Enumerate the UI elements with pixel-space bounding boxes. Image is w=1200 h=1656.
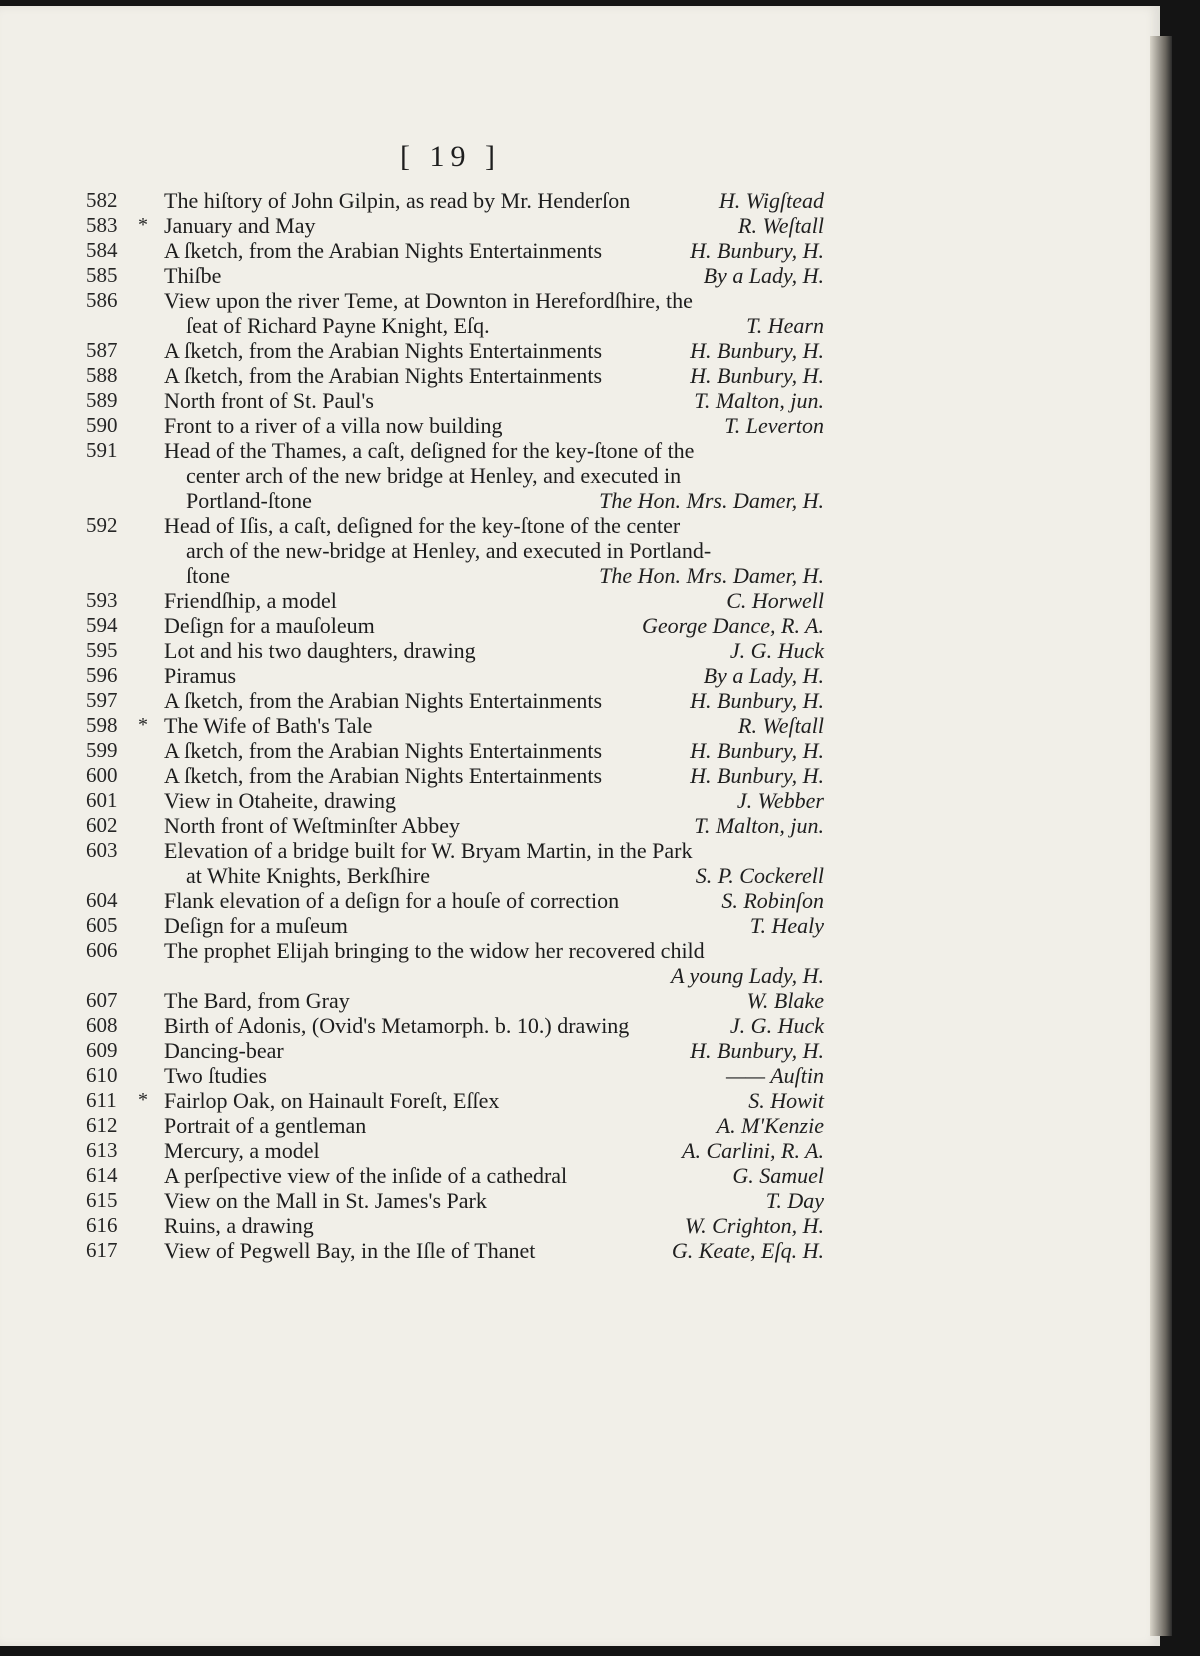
entry-title-text: Mercury, a model — [164, 1138, 320, 1163]
entry-number: 611 — [86, 1088, 117, 1112]
entry-artist: By a Lady, H. — [703, 263, 824, 288]
entry-title-continuation: Portland-ſtone — [186, 488, 312, 513]
entry-number: 612 — [86, 1113, 118, 1137]
entry-artist: T. Healy — [749, 913, 824, 938]
entry-title — [164, 588, 824, 613]
entry-title-text: Lot and his two daughters, drawing — [164, 638, 476, 663]
entry-number: 600 — [86, 763, 118, 787]
entry-title-text: The Bard, from Gray — [164, 988, 350, 1013]
entry-star-marker: * — [138, 714, 148, 736]
catalog-entry — [0, 838, 1160, 888]
entry-title-text: Ruins, a drawing — [164, 1213, 314, 1238]
entry-title-text: A ſketch, from the Arabian Nights Entertainments — [164, 763, 603, 788]
catalog-entry — [0, 213, 1160, 238]
book-page — [0, 6, 1160, 1646]
entry-title-text: The hiſtory of John Gilpin, as read by Mr. Henderſon — [164, 188, 631, 213]
entry-title-text: The Wife of Bath's Tale — [164, 713, 373, 738]
entry-number: 583 — [86, 213, 118, 237]
entry-number: 606 — [86, 938, 118, 962]
entry-number: 582 — [86, 188, 118, 212]
entry-title-text: Piramus — [164, 663, 237, 688]
entry-number: 589 — [86, 388, 118, 412]
entry-artist: H. Bunbury, H. — [690, 688, 824, 713]
catalog-entry — [0, 988, 1160, 1013]
catalog-entry — [0, 1013, 1160, 1038]
entry-number: 603 — [86, 838, 118, 862]
catalog-entry — [0, 588, 1160, 613]
entry-number: 602 — [86, 813, 118, 837]
entry-title — [164, 1188, 824, 1213]
entry-title-text: Deſign for a muſeum — [164, 913, 348, 938]
entry-number: 607 — [86, 988, 118, 1012]
entry-artist: T. Day — [765, 1188, 824, 1213]
catalog-entry — [0, 363, 1160, 388]
entry-title-text: Flank elevation of a deſign for a houſe of correction — [164, 888, 620, 913]
entry-title-text: Fairlop Oak, on Hainault Foreſt, Eſſex — [164, 1088, 500, 1113]
entry-title — [164, 638, 824, 663]
entry-title-text: Head of the Thames, a caſt, deſigned for the key-ſtone of the — [164, 438, 695, 463]
entry-number: 587 — [86, 338, 118, 362]
entry-artist: A. Carlini, R. A. — [682, 1138, 824, 1163]
catalog-entry — [0, 513, 1160, 588]
catalog-entry — [0, 763, 1160, 788]
catalog-entry — [0, 388, 1160, 413]
entry-number: 615 — [86, 1188, 118, 1212]
entry-artist: H. Bunbury, H. — [690, 1038, 824, 1063]
catalog-entry — [0, 1038, 1160, 1063]
page-number: [ 19 ] — [400, 140, 501, 173]
entry-title-continuation: center arch of the new bridge at Henley, and executed in — [186, 463, 682, 488]
entry-artist: T. Malton, jun. — [694, 388, 824, 413]
entry-title-text: North front of St. Paul's — [164, 388, 374, 413]
entry-artist: W. Blake — [746, 988, 824, 1013]
catalog-entry — [0, 813, 1160, 838]
entry-number: 599 — [86, 738, 118, 762]
entry-title-text: Thiſbe — [164, 263, 222, 288]
entry-title-continuation: ſtone — [186, 563, 230, 588]
entry-artist: H. Wigſtead — [718, 188, 824, 213]
entry-artist: —— Auſtin — [725, 1063, 824, 1088]
entry-title-text: Portrait of a gentleman — [164, 1113, 367, 1138]
entry-number: 609 — [86, 1038, 118, 1062]
entry-title-text: Elevation of a bridge built for W. Bryam Martin, in the Park — [164, 838, 693, 863]
entry-title-text: Front to a river of a villa now building — [164, 413, 503, 438]
entry-title-continuation: at White Knights, Berkſhire — [186, 863, 430, 888]
entry-title-text: A ſketch, from the Arabian Nights Entertainments — [164, 363, 603, 388]
entry-number: 585 — [86, 263, 118, 287]
entry-number: 597 — [86, 688, 118, 712]
catalog-entry — [0, 888, 1160, 913]
catalog-entry — [0, 913, 1160, 938]
entry-number: 586 — [86, 288, 118, 312]
catalog-entry — [0, 1138, 1160, 1163]
catalog-entry — [0, 1188, 1160, 1213]
entry-title-text: Deſign for a mauſoleum — [164, 613, 375, 638]
entry-artist: J. Webber — [736, 788, 824, 813]
entry-title — [164, 288, 824, 338]
entry-number: 616 — [86, 1213, 118, 1237]
catalog-list — [0, 188, 1160, 1263]
entry-artist: A. M'Kenzie — [716, 1113, 824, 1138]
entry-title — [164, 788, 824, 813]
entry-number: 592 — [86, 513, 118, 537]
entry-artist: S. Howit — [748, 1088, 824, 1113]
entry-artist: A young Lady, H. — [671, 963, 824, 988]
entry-artist: George Dance, R. A. — [641, 613, 824, 638]
entry-artist: T. Malton, jun. — [694, 813, 824, 838]
entry-number: 601 — [86, 788, 118, 812]
entry-title-text: A ſketch, from the Arabian Nights Entertainments — [164, 238, 603, 263]
catalog-entry — [0, 613, 1160, 638]
catalog-entry — [0, 1163, 1160, 1188]
entry-number: 594 — [86, 613, 118, 637]
entry-artist: R. Weſtall — [738, 713, 824, 738]
entry-artist: The Hon. Mrs. Damer, H. — [599, 563, 824, 588]
entry-title-text: North front of Weſtminſter Abbey — [164, 813, 460, 838]
entry-artist: T. Hearn — [746, 313, 824, 338]
entry-artist: H. Bunbury, H. — [690, 338, 824, 363]
entry-number: 608 — [86, 1013, 118, 1037]
entry-title — [164, 1163, 824, 1188]
catalog-entry — [0, 688, 1160, 713]
entry-artist: J. G. Huck — [729, 1013, 824, 1038]
catalog-entry — [0, 1088, 1160, 1113]
entry-title — [164, 713, 824, 738]
entry-artist: G. Keate, Eſq. H. — [671, 1238, 824, 1263]
entry-number: 604 — [86, 888, 118, 912]
entry-title — [164, 913, 824, 938]
entry-title-text: View of Pegwell Bay, in the Iſle of Thanet — [164, 1238, 536, 1263]
entry-title — [164, 1088, 824, 1113]
entry-number: 613 — [86, 1138, 118, 1162]
catalog-entry — [0, 263, 1160, 288]
entry-artist: H. Bunbury, H. — [690, 763, 824, 788]
entry-artist: T. Leverton — [724, 413, 824, 438]
entry-number: 596 — [86, 663, 118, 687]
entry-title-text: Two ſtudies — [164, 1063, 267, 1088]
entry-title-continuation: arch of the new-bridge at Henley, and executed in Portland- — [186, 538, 712, 563]
entry-number: 591 — [86, 438, 118, 462]
entry-title-text: January and May — [164, 213, 316, 238]
entry-title-text: A ſketch, from the Arabian Nights Entertainments — [164, 738, 603, 763]
entry-number: 605 — [86, 913, 118, 937]
catalog-entry — [0, 338, 1160, 363]
entry-title-text: Friendſhip, a model — [164, 588, 337, 613]
entry-artist: R. Weſtall — [738, 213, 824, 238]
entry-title-text: The prophet Elijah bringing to the widow her recovered child — [164, 938, 705, 963]
catalog-entry — [0, 713, 1160, 738]
catalog-entry — [0, 438, 1160, 513]
catalog-entry — [0, 1063, 1160, 1088]
entry-artist: By a Lady, H. — [703, 663, 824, 688]
catalog-entry — [0, 663, 1160, 688]
catalog-entry — [0, 1238, 1160, 1263]
entry-artist: C. Horwell — [726, 588, 824, 613]
entry-artist: H. Bunbury, H. — [690, 238, 824, 263]
entry-number: 610 — [86, 1063, 118, 1087]
entry-number: 595 — [86, 638, 118, 662]
entry-number: 598 — [86, 713, 118, 737]
entry-title-text: Dancing-bear — [164, 1038, 284, 1063]
entry-title-continuation: ſeat of Richard Payne Knight, Eſq. — [186, 313, 490, 338]
entry-artist: S. Robinſon — [721, 888, 824, 913]
entry-star-marker: * — [138, 1089, 148, 1111]
catalog-entry — [0, 788, 1160, 813]
entry-star-marker: * — [138, 214, 148, 236]
catalog-entry — [0, 288, 1160, 338]
entry-title-text: A perſpective view of the inſide of a cathedral — [164, 1163, 568, 1188]
catalog-entry — [0, 1113, 1160, 1138]
entry-title-text: View in Otaheite, drawing — [164, 788, 397, 813]
catalog-entry — [0, 238, 1160, 263]
entry-title-text: Head of Iſis, a caſt, deſigned for the key-ſtone of the center — [164, 513, 681, 538]
entry-title — [164, 1013, 824, 1038]
entry-title — [164, 988, 824, 1013]
entry-artist: S. P. Cockerell — [695, 863, 824, 888]
entry-title-text: View upon the river Teme, at Downton in Herefordſhire, the — [164, 288, 693, 313]
entry-artist: G. Samuel — [732, 1163, 824, 1188]
entry-title — [164, 213, 824, 238]
catalog-entry — [0, 938, 1160, 988]
catalog-entry — [0, 738, 1160, 763]
entry-title-text: A ſketch, from the Arabian Nights Entertainments — [164, 688, 603, 713]
entry-number: 617 — [86, 1238, 118, 1262]
entry-number: 593 — [86, 588, 118, 612]
entry-artist: H. Bunbury, H. — [690, 738, 824, 763]
entry-number: 588 — [86, 363, 118, 387]
catalog-entry — [0, 1213, 1160, 1238]
entry-artist: J. G. Huck — [729, 638, 824, 663]
entry-artist: W. Crighton, H. — [684, 1213, 824, 1238]
entry-artist: H. Bunbury, H. — [690, 363, 824, 388]
entry-number: 590 — [86, 413, 118, 437]
entry-title-text: View on the Mall in St. James's Park — [164, 1188, 487, 1213]
entry-title-text: A ſketch, from the Arabian Nights Entertainments — [164, 338, 603, 363]
catalog-entry — [0, 638, 1160, 663]
entry-number: 584 — [86, 238, 118, 262]
entry-number: 614 — [86, 1163, 118, 1187]
entry-title-text: Birth of Adonis, (Ovid's Metamorph. b. 10.) drawing — [164, 1013, 630, 1038]
catalog-entry — [0, 188, 1160, 213]
entry-artist: The Hon. Mrs. Damer, H. — [599, 488, 824, 513]
catalog-entry — [0, 413, 1160, 438]
